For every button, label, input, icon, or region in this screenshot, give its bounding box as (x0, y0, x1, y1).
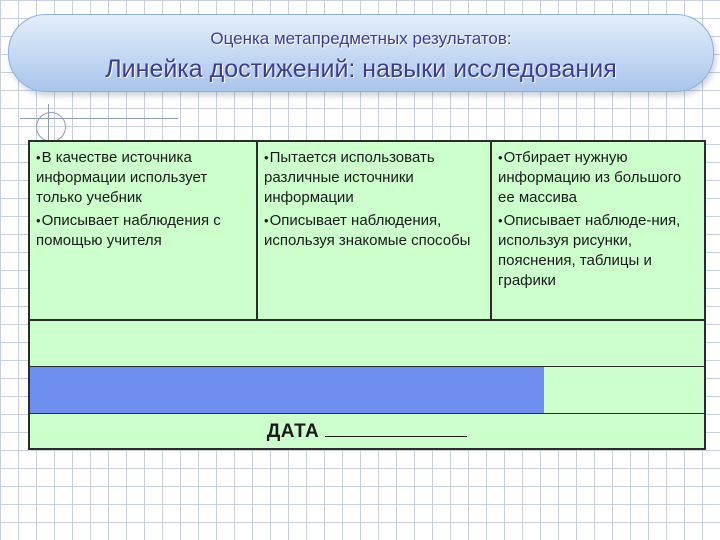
level-3-item-2: • Описывает наблюде-ния, используя рисунки, пояснения, таблицы и графики (498, 211, 698, 291)
level-2-cell (256, 142, 490, 319)
level-3-item-1: • Отбирает нужную информацию из большого ее массива (498, 148, 698, 208)
decorative-line (20, 118, 178, 119)
slide-subtitle: Оценка метапредметных результатов: (210, 29, 512, 48)
date-blank-line (325, 436, 467, 437)
date-row (30, 414, 704, 448)
level-2-item-1: • Пытается использовать различные источники информации (264, 148, 484, 208)
level-descriptions-row (30, 142, 704, 321)
date-label: ДАТА (267, 421, 467, 442)
title-banner (8, 14, 714, 92)
progress-bar-fill (30, 367, 544, 413)
decorative-circle (36, 112, 66, 142)
achievement-ladder-table (28, 140, 706, 450)
level-1-cell (30, 142, 256, 319)
level-1-item-1: • В качестве источника информации использует только учебник (36, 148, 250, 208)
slide-title: Линейка достижений: навыки исследования (105, 55, 617, 83)
level-3-cell (490, 142, 704, 319)
progress-row (30, 366, 704, 414)
empty-row (30, 321, 704, 366)
level-2-item-2: • Описывает наблюдения, используя знакомые способы (264, 211, 484, 251)
level-1-item-2: • Описывает наблюдения с помощью учителя (36, 211, 250, 251)
